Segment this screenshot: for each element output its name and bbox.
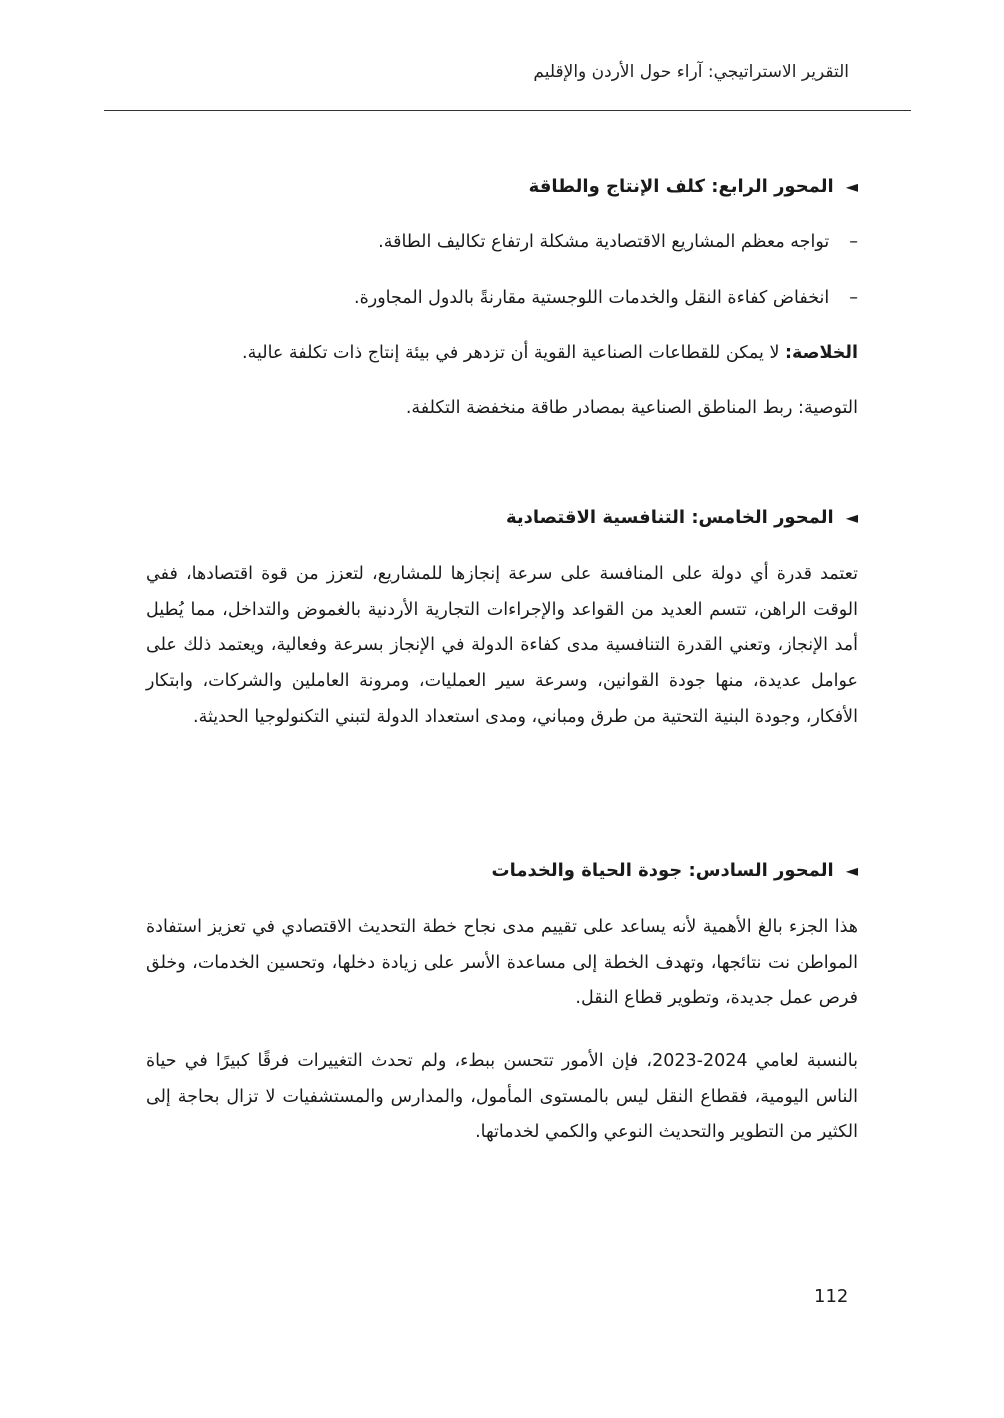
list-item bbox=[354, 288, 858, 308]
running-header: التقرير الاستراتيجي: آراء حول الأردن والإقليم bbox=[533, 62, 849, 82]
section-heading-production-energy bbox=[529, 176, 858, 197]
section-heading-competitiveness bbox=[506, 507, 858, 528]
left-triangle-icon: ◄ bbox=[845, 176, 858, 196]
section-heading-text: المحور السادس: جودة الحياة والخدمات bbox=[491, 860, 834, 881]
page-number: 112 bbox=[814, 1286, 849, 1307]
conclusion-label: الخلاصة: bbox=[785, 343, 858, 363]
list-item-text: تواجه معظم المشاريع الاقتصادية مشكلة ارتفاع تكاليف الطاقة. bbox=[378, 232, 830, 252]
header-divider bbox=[104, 110, 911, 111]
recommendation: التوصية: ربط المناطق الصناعية بمصادر طاقة منخفضة التكلفة. bbox=[405, 398, 858, 418]
section-heading-quality-of-life bbox=[491, 860, 858, 881]
quality-paragraph-2: بالنسبة لعامي 2024-2023، فإن الأمور تتحسن ببطء، ولم تحدث التغييرات فرقًا كبيرًا في حياة الناس اليومية، فقطاع النقل ليس بالمستوى المأمول، والمدارس والمستشفيات لا تزال بحاجة إلى الكثير من التطوير والتحديث النوعي والكمي لخدماتها. bbox=[146, 1051, 858, 1143]
quality-paragraph-1: هذا الجزء بالغ الأهمية لأنه يساعد على تقييم مدى نجاح خطة التحديث الاقتصادي في تعزيز استفادة المواطن نت نتائجها، وتهدف الخطة إلى مساعدة الأسر على زيادة دخلها، وتحسين الخدمات، وخلق فرص عمل جديدة، وتطوير قطاع النقل. bbox=[146, 917, 858, 1009]
dash-marker: – bbox=[849, 288, 858, 308]
section-heading-text: المحور الرابع: كلف الإنتاج والطاقة bbox=[528, 176, 834, 197]
left-triangle-icon: ◄ bbox=[845, 507, 858, 527]
conclusion bbox=[242, 343, 858, 363]
list-item-text: انخفاض كفاءة النقل والخدمات اللوجستية مقارنةً بالدول المجاورة. bbox=[354, 288, 830, 308]
left-triangle-icon: ◄ bbox=[845, 860, 858, 880]
competitiveness-paragraph: تعتمد قدرة أي دولة على المنافسة على سرعة إنجازها للمشاريع، لتعزز من قوة اقتصادها، ففي الوقت الراهن، تتسم العديد من القواعد والإجراءات التجارية الأردنية بالغموض والتداخل، مما يُطيل أمد الإنجاز، وتعني القدرة التنافسية مدى كفاءة الدولة في الإنجاز بسرعة وفعالية، ويعتمد ذلك على عوامل عديدة، منها جودة القوانين، وسرعة سير العمليات، ومرونة العاملين والشركات، وابتكار الأفكار، وجودة البنية التحتية من طرق ومباني، ومدى استعداد الدولة لتبني التكنولوجيا الحديثة. bbox=[146, 564, 858, 727]
section-heading-text: المحور الخامس: التنافسية الاقتصادية bbox=[505, 507, 834, 528]
dash-marker: – bbox=[849, 232, 858, 252]
conclusion-text: لا يمكن للقطاعات الصناعية القوية أن تزدهر في بيئة إنتاج ذات تكلفة عالية. bbox=[242, 343, 785, 363]
list-item bbox=[378, 232, 858, 252]
